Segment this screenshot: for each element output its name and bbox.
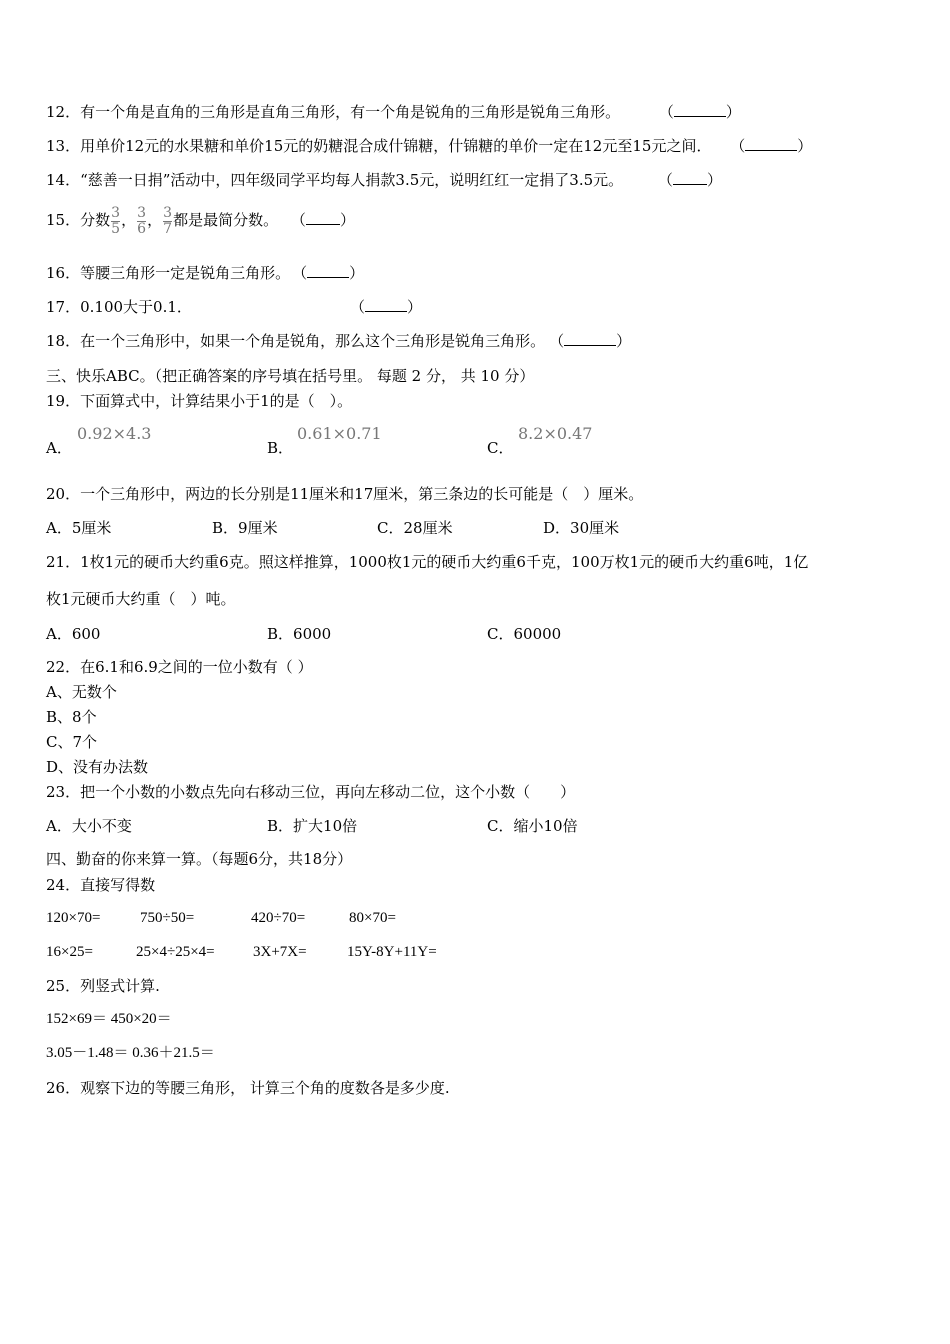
answer-blank[interactable]: （ ）: [657, 171, 722, 189]
calc-item: 750÷50=: [140, 910, 195, 926]
option-b[interactable]: B．扩大10倍: [267, 817, 358, 835]
question-14-text: 14．“慈善一日捐”活动中，四年级同学平均每人捐款3.5元，说明红红一定捐了3.5元。: [46, 171, 624, 189]
question-15-prefix: 15．分数: [46, 211, 111, 229]
option-c[interactable]: C、7个: [46, 733, 98, 751]
fraction-3-7: $\frac{3}{7}$: [163, 204, 173, 237]
option-d[interactable]: D、没有办法数: [46, 758, 149, 776]
option-a[interactable]: A．600: [46, 625, 101, 643]
question-17-text: 17．0.100大于0.1．: [46, 298, 192, 316]
answer-blank[interactable]: （ ）: [350, 298, 423, 316]
option-b[interactable]: B．6000: [267, 625, 332, 643]
question-13: [46, 136, 812, 156]
answer-blank[interactable]: （ ）: [730, 137, 813, 155]
option-c[interactable]: C．缩小10倍: [487, 817, 578, 835]
question-16-text: 16．等腰三角形一定是锐角三角形。: [46, 264, 291, 282]
option-a-label[interactable]: A．: [46, 439, 72, 457]
option-c[interactable]: C．28厘米: [377, 519, 453, 537]
option-c[interactable]: C．60000: [487, 625, 562, 643]
question-18-text: 18．在一个三角形中，如果一个角是锐角，那么这个三角形是锐角三角形。: [46, 332, 546, 350]
question-13-text: 13．用单价12元的水果糖和单价15元的奶糖混合成什锦糖，什锦糖的单价一定在12元至15元之间．: [46, 137, 712, 155]
option-c-label[interactable]: C．: [487, 439, 514, 457]
question-21-line-2: 枚1元硬币大约重（ ）吨。: [46, 590, 236, 608]
fraction-3-6: $\frac{3}{6}$: [137, 204, 147, 237]
option-c-expression: 8.2×0.47: [518, 424, 593, 443]
question-21-line-1: 21．1枚1元的硬币大约重6克。照这样推算，1000枚1元的硬币大约重6千克，100万枚1元的硬币大约重6吨，1亿: [46, 553, 809, 571]
answer-blank[interactable]: （ ）: [658, 103, 741, 121]
question-18: [46, 331, 631, 351]
question-20: 20．一个三角形中，两边的长分别是11厘米和17厘米，第三条边的长可能是（ ）厘米。: [46, 485, 644, 503]
calc-row: 3.05－1.48＝ 0.36＋21.5＝: [46, 1045, 215, 1061]
option-a[interactable]: A、无数个: [46, 683, 117, 701]
option-b-label[interactable]: B．: [267, 439, 294, 457]
question-24: 24．直接写得数: [46, 876, 156, 894]
calc-item: 120×70=: [46, 910, 101, 926]
option-b[interactable]: B、8个: [46, 708, 97, 726]
option-a[interactable]: A．大小不变: [46, 817, 132, 835]
calc-item: 16×25=: [46, 944, 93, 960]
question-16: [46, 263, 364, 283]
question-12: [46, 102, 741, 122]
section-4-heading: 四、勤奋的你来算一算。（每题6分，共18分）: [46, 850, 353, 868]
calc-item: 3X+7X=: [253, 944, 307, 960]
question-15: 15．分数 $\frac{3}{5}$ ， $\frac{3}{6}$ ， $\frac{3}{7}$ 都是最简分数。 （ ）: [46, 204, 355, 237]
question-19: 19．下面算式中，计算结果小于1的是（ ）。: [46, 392, 353, 410]
answer-blank[interactable]: （ ）: [549, 332, 632, 350]
option-a-expression: 0.92×4.3: [77, 424, 152, 443]
answer-blank[interactable]: （ ）: [290, 211, 355, 229]
section-3-heading: 三、快乐ABC。（把正确答案的序号填在括号里。 每题 2 分， 共 10 分）: [46, 367, 535, 385]
calc-item: 80×70=: [349, 910, 396, 926]
answer-blank[interactable]: （ ）: [292, 264, 365, 282]
question-26: 26．观察下边的等腰三角形， 计算三个角的度数各是多少度.: [46, 1079, 450, 1097]
option-a[interactable]: A．5厘米: [46, 519, 112, 537]
question-15-suffix: 都是最简分数。: [173, 211, 279, 229]
question-23: 23．把一个小数的小数点先向右移动三位，再向左移动二位，这个小数（ ）: [46, 783, 576, 801]
calc-item: 420÷70=: [251, 910, 306, 926]
calc-item: 15Y-8Y+11Y=: [347, 944, 437, 960]
question-25: 25．列竖式计算.: [46, 977, 160, 995]
option-b-expression: 0.61×0.71: [297, 424, 382, 443]
question-14: [46, 170, 722, 190]
question-12-text: 12．有一个角是直角的三角形是直角三角形，有一个角是锐角的三角形是锐角三角形。: [46, 103, 621, 121]
calc-item: 25×4÷25×4=: [136, 944, 215, 960]
question-22: 22．在6.1和6.9之间的一位小数有（ ）: [46, 658, 313, 676]
calc-row: 152×69＝ 450×20＝: [46, 1011, 172, 1027]
question-17: [46, 297, 192, 317]
fraction-3-5: $\frac{3}{5}$: [111, 204, 121, 237]
option-d[interactable]: D．30厘米: [543, 519, 620, 537]
option-b[interactable]: B．9厘米: [212, 519, 278, 537]
